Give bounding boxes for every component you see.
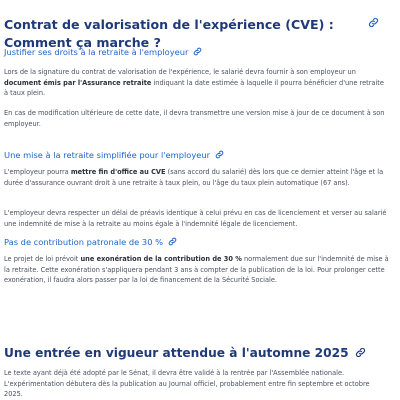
paragraph (4, 108, 390, 129)
text-run: indiquant la date estimée à laquelle il pourra bénéficier d'une retraite à taux plein. (4, 78, 384, 98)
text-run: Lors de la signature du contrat de valorisation de l'expérience, le salarié devra fournir à son employeur un (4, 68, 356, 76)
text-run: L'employeur devra respecter un délai de préavis identique à celui prévu en cas de licenciement et verser au salarié une indemnité de mise à la retraite au moins égale à l'indemnité légale de licenciement. (4, 209, 387, 228)
section-link-icon[interactable] (215, 150, 224, 159)
section-heading-label: Justifier ses droits à la retraite à l'employeur (4, 47, 189, 57)
section-heading-label: Une mise à la retraite simplifiée pour l'employeur (4, 150, 211, 160)
section-heading-label: Une entrée en vigueur attendue à l'automne 2025 (4, 346, 349, 360)
section-link-icon[interactable] (193, 47, 202, 56)
text-run: L'employeur pourra (4, 168, 71, 176)
text-run: En cas de modification ultérieure de cette date, il devra transmettre une version mise à jour de ce document à son employeur. (4, 109, 385, 128)
section-heading-contribution[interactable] (4, 236, 177, 248)
section-heading-justifier[interactable] (4, 46, 202, 58)
paragraph (4, 254, 390, 286)
paragraph (4, 368, 390, 400)
text-run: (sans accord du salarié) dès lors que ce dernier atteint l'âge et la durée d'assurance ouvrant droit à une retraite à taux plein, ou l'âge du taux plein automatique (67 ans). (4, 168, 384, 187)
bold-text: une exonération de la contribution de 30 % (80, 255, 242, 263)
bold-text: document émis par l'Assurance retraite (4, 78, 152, 87)
text-run: Le texte ayant déjà été adopté par le Sénat, il devra être validé à la rentrée par l'Assemblée nationale. L'expérimentation débutera dès la publication au Journal officiel, probablement entre fin septembre et octobre 2025. (4, 369, 370, 399)
bold-text: mettre fin d'office au CVE (70, 168, 166, 176)
paragraph (4, 208, 390, 229)
section-link-icon[interactable] (355, 347, 366, 358)
paragraph (4, 167, 390, 188)
paragraph (4, 67, 390, 99)
section-heading-mise-retraite[interactable] (4, 149, 224, 161)
section-link-icon[interactable] (168, 237, 177, 246)
title-link-icon[interactable] (368, 17, 379, 28)
section-heading-entree-vigueur[interactable] (4, 344, 366, 362)
text-run: normalement due sur l'indemnité de mise à la retraite. Cette exonération s'appliquera pendant 3 ans à compter de la publication de la loi. Pour prolonger cette exonération, il faudra alors passer par la loi de financement de la Sécurité Sociale. (4, 255, 389, 285)
text-run: Le projet de loi prévoit (4, 255, 81, 263)
article-title: Contrat de valorisation de l'expérience (CVE) : Comment ça marche ? (4, 17, 334, 50)
section-heading-label: Pas de contribution patronale de 30 % (4, 237, 163, 247)
